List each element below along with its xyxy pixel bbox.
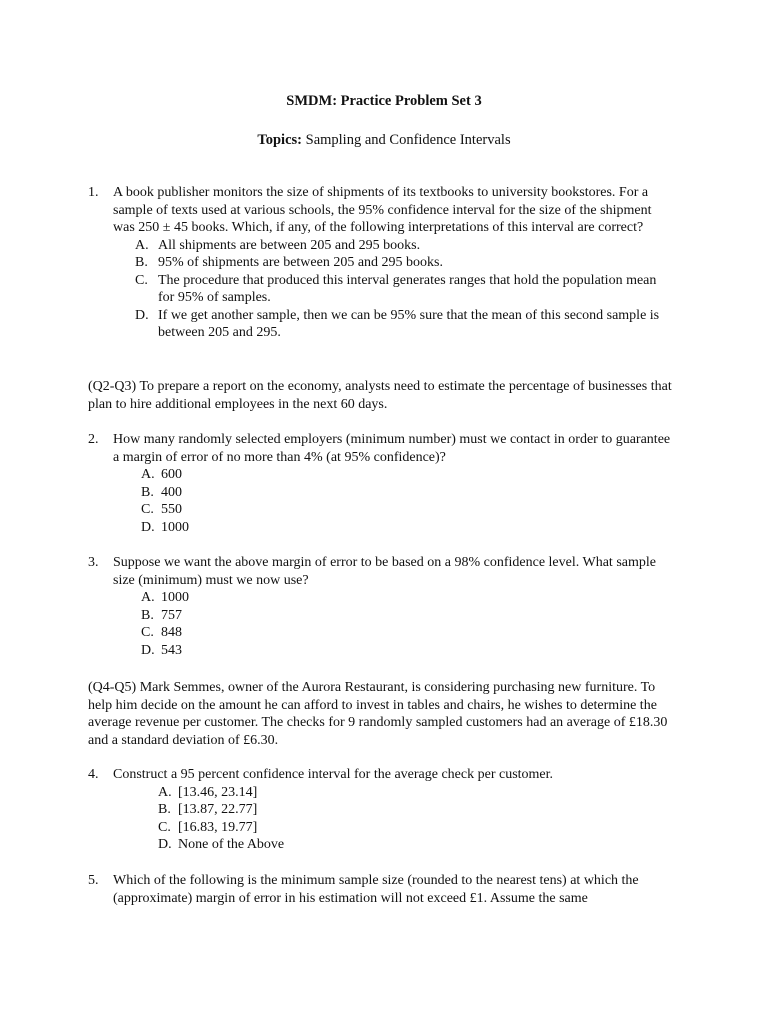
question-number: 3. xyxy=(88,555,99,570)
option-label: A. xyxy=(158,784,172,800)
option-b xyxy=(135,254,673,272)
option-text: 550 xyxy=(161,502,182,517)
option-text: [13.46, 23.14] xyxy=(178,784,258,800)
option-a xyxy=(135,237,673,255)
option-label: C. xyxy=(141,625,154,640)
topics-line xyxy=(0,132,768,150)
question-3 xyxy=(88,554,673,659)
question-stem: How many randomly selected employers (minimum number) must we contact in order to guarantee a margin of error of no more than 4% (at 95% confidence)? xyxy=(113,432,671,465)
option-text: [16.83, 19.77] xyxy=(178,819,258,835)
context-q4-q5: (Q4-Q5) Mark Semmes, owner of the Aurora Restaurant, is considering purchasing new furniture. To help him decide on the amount he can afford to invest in tables and chairs, he wishes to determine the average revenue per customer. The checks for 9 randomly sampled customers had an average of £18.30 and a standard deviation of £6.30. xyxy=(88,680,668,748)
question-number: 2. xyxy=(88,432,99,447)
option-label: C. xyxy=(135,272,148,288)
option-d xyxy=(158,836,673,854)
question-4 xyxy=(88,766,673,854)
option-text: 848 xyxy=(161,625,182,640)
option-label: B. xyxy=(141,607,154,623)
option-d xyxy=(141,519,673,537)
question-stem: A book publisher monitors the size of shipments of its textbooks to university bookstores. For a sample of texts used at various schools, the 95% confidence interval for the size of the shipment was 250 ± 45 books. Which, if any, of the following interpretations of this interval are correct? xyxy=(113,185,652,235)
answer-options xyxy=(158,784,673,854)
option-label: D. xyxy=(135,307,149,323)
option-a xyxy=(141,589,673,607)
question-number: 4. xyxy=(88,767,99,782)
option-text: 543 xyxy=(161,642,182,658)
option-label: B. xyxy=(135,255,148,270)
option-label: A. xyxy=(141,590,155,605)
question-1 xyxy=(88,184,673,342)
topics-text: Sampling and Confidence Intervals xyxy=(302,132,511,148)
option-c xyxy=(141,624,673,642)
question-number: 5. xyxy=(88,873,99,888)
option-label: A. xyxy=(135,237,149,253)
option-text: 600 xyxy=(161,467,182,482)
option-label: D. xyxy=(141,642,155,658)
option-a xyxy=(158,784,673,802)
question-stem: Suppose we want the above margin of error to be based on a 98% confidence level. What sample size (minimum) must we now use? xyxy=(113,555,656,588)
option-text: 1000 xyxy=(161,590,189,605)
option-c xyxy=(141,501,673,519)
option-label: B. xyxy=(141,484,154,500)
question-5 xyxy=(88,872,673,907)
option-c xyxy=(135,272,673,307)
option-d xyxy=(135,307,673,342)
option-text: 757 xyxy=(161,607,182,623)
option-text: 1000 xyxy=(161,519,189,535)
option-text: 95% of shipments are between 205 and 295 books. xyxy=(158,255,443,270)
option-c xyxy=(158,819,673,837)
option-text: None of the Above xyxy=(178,837,285,852)
option-label: C. xyxy=(141,502,154,517)
question-stem: Which of the following is the minimum sample size (rounded to the nearest tens) at which the (approximate) margin of error in his estimation will not exceed £1. Assume the same xyxy=(113,873,639,906)
option-text: The procedure that produced this interval generates ranges that hold the population mean for 95% of samples. xyxy=(158,272,657,305)
option-a xyxy=(141,466,673,484)
option-label: D. xyxy=(158,837,172,852)
question-2 xyxy=(88,431,673,536)
topics-label: Topics: xyxy=(257,132,302,148)
option-b xyxy=(141,484,673,502)
context-q2-q3: (Q2-Q3) To prepare a report on the economy, analysts need to estimate the percentage of businesses that plan to hire additional employees in the next 60 days. xyxy=(88,379,672,412)
option-b xyxy=(158,801,673,819)
answer-options xyxy=(141,466,673,536)
option-text: 400 xyxy=(161,484,182,500)
option-label: B. xyxy=(158,802,171,817)
option-text: All shipments are between 205 and 295 books. xyxy=(158,237,421,253)
question-number: 1. xyxy=(88,185,99,200)
option-b xyxy=(141,607,673,625)
option-label: D. xyxy=(141,519,155,535)
document-title: SMDM: Practice Problem Set 3 xyxy=(286,93,482,109)
option-d xyxy=(141,642,673,660)
question-stem: Construct a 95 percent confidence interval for the average check per customer. xyxy=(113,767,554,782)
answer-options xyxy=(141,589,673,659)
option-label: A. xyxy=(141,467,155,482)
option-text: [13.87, 22.77] xyxy=(178,802,258,817)
option-text: If we get another sample, then we can be 95% sure that the mean of this second sample is between 205 and 295. xyxy=(158,307,660,340)
answer-options xyxy=(135,237,673,342)
option-label: C. xyxy=(158,819,171,835)
